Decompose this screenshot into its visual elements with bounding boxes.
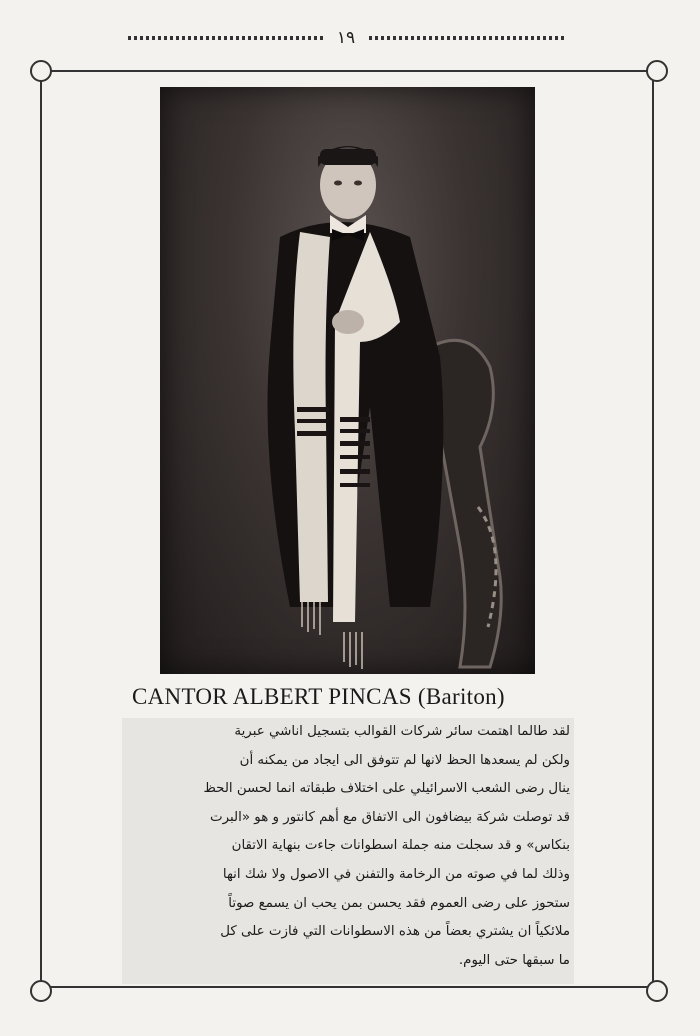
page-number-row (128, 28, 564, 48)
cantor-portrait-illustration (160, 87, 535, 674)
article-line: ملائكياً ان يشتري بعضاً من هذه الاسطوانات التي فازت على كل (220, 924, 570, 940)
article-body (126, 718, 570, 975)
ornament-rule-left (128, 36, 323, 40)
article-line: قد توصلت شركة بيضافون الى الاتفاق مع أهم كانتور و هو «البرت (210, 809, 570, 825)
frame-corner-ornament (646, 980, 668, 1002)
ornament-rule-right (369, 36, 564, 40)
article-line: بنكاس» و قد سجلت منه جملة اسطوانات جاءت بنهاية الاتقان (231, 838, 570, 854)
article-line: ينال رضى الشعب الاسرائيلي على اختلاف طبقاته انما لحسن الحظ (203, 781, 570, 797)
frame-corner-ornament (646, 60, 668, 82)
article-line: ما سبقها حتى اليوم. (458, 952, 570, 968)
frame-corner-ornament (30, 60, 52, 82)
page-number: ١٩ (336, 28, 356, 48)
article-line: ولكن لم يسعدها الحظ لانها لم تتوفق الى ايجاد من يمكنه أن (239, 752, 570, 768)
photo-caption-title: CANTOR ALBERT PINCAS (Bariton) (132, 684, 505, 709)
article-line: ستحوز على رضى العموم فقد يحسن بمن يحب ان يسمع صوتاً (228, 895, 570, 911)
portrait-photograph (160, 87, 535, 674)
frame-corner-ornament (30, 980, 52, 1002)
article-line: لقد طالما اهتمت سائر شركات القوالب بتسجيل اناشي عبرية (234, 724, 570, 739)
article-line: وذلك لما في صوته من الرخامة والتفنن في الاصول ولا شك انها (222, 866, 570, 882)
